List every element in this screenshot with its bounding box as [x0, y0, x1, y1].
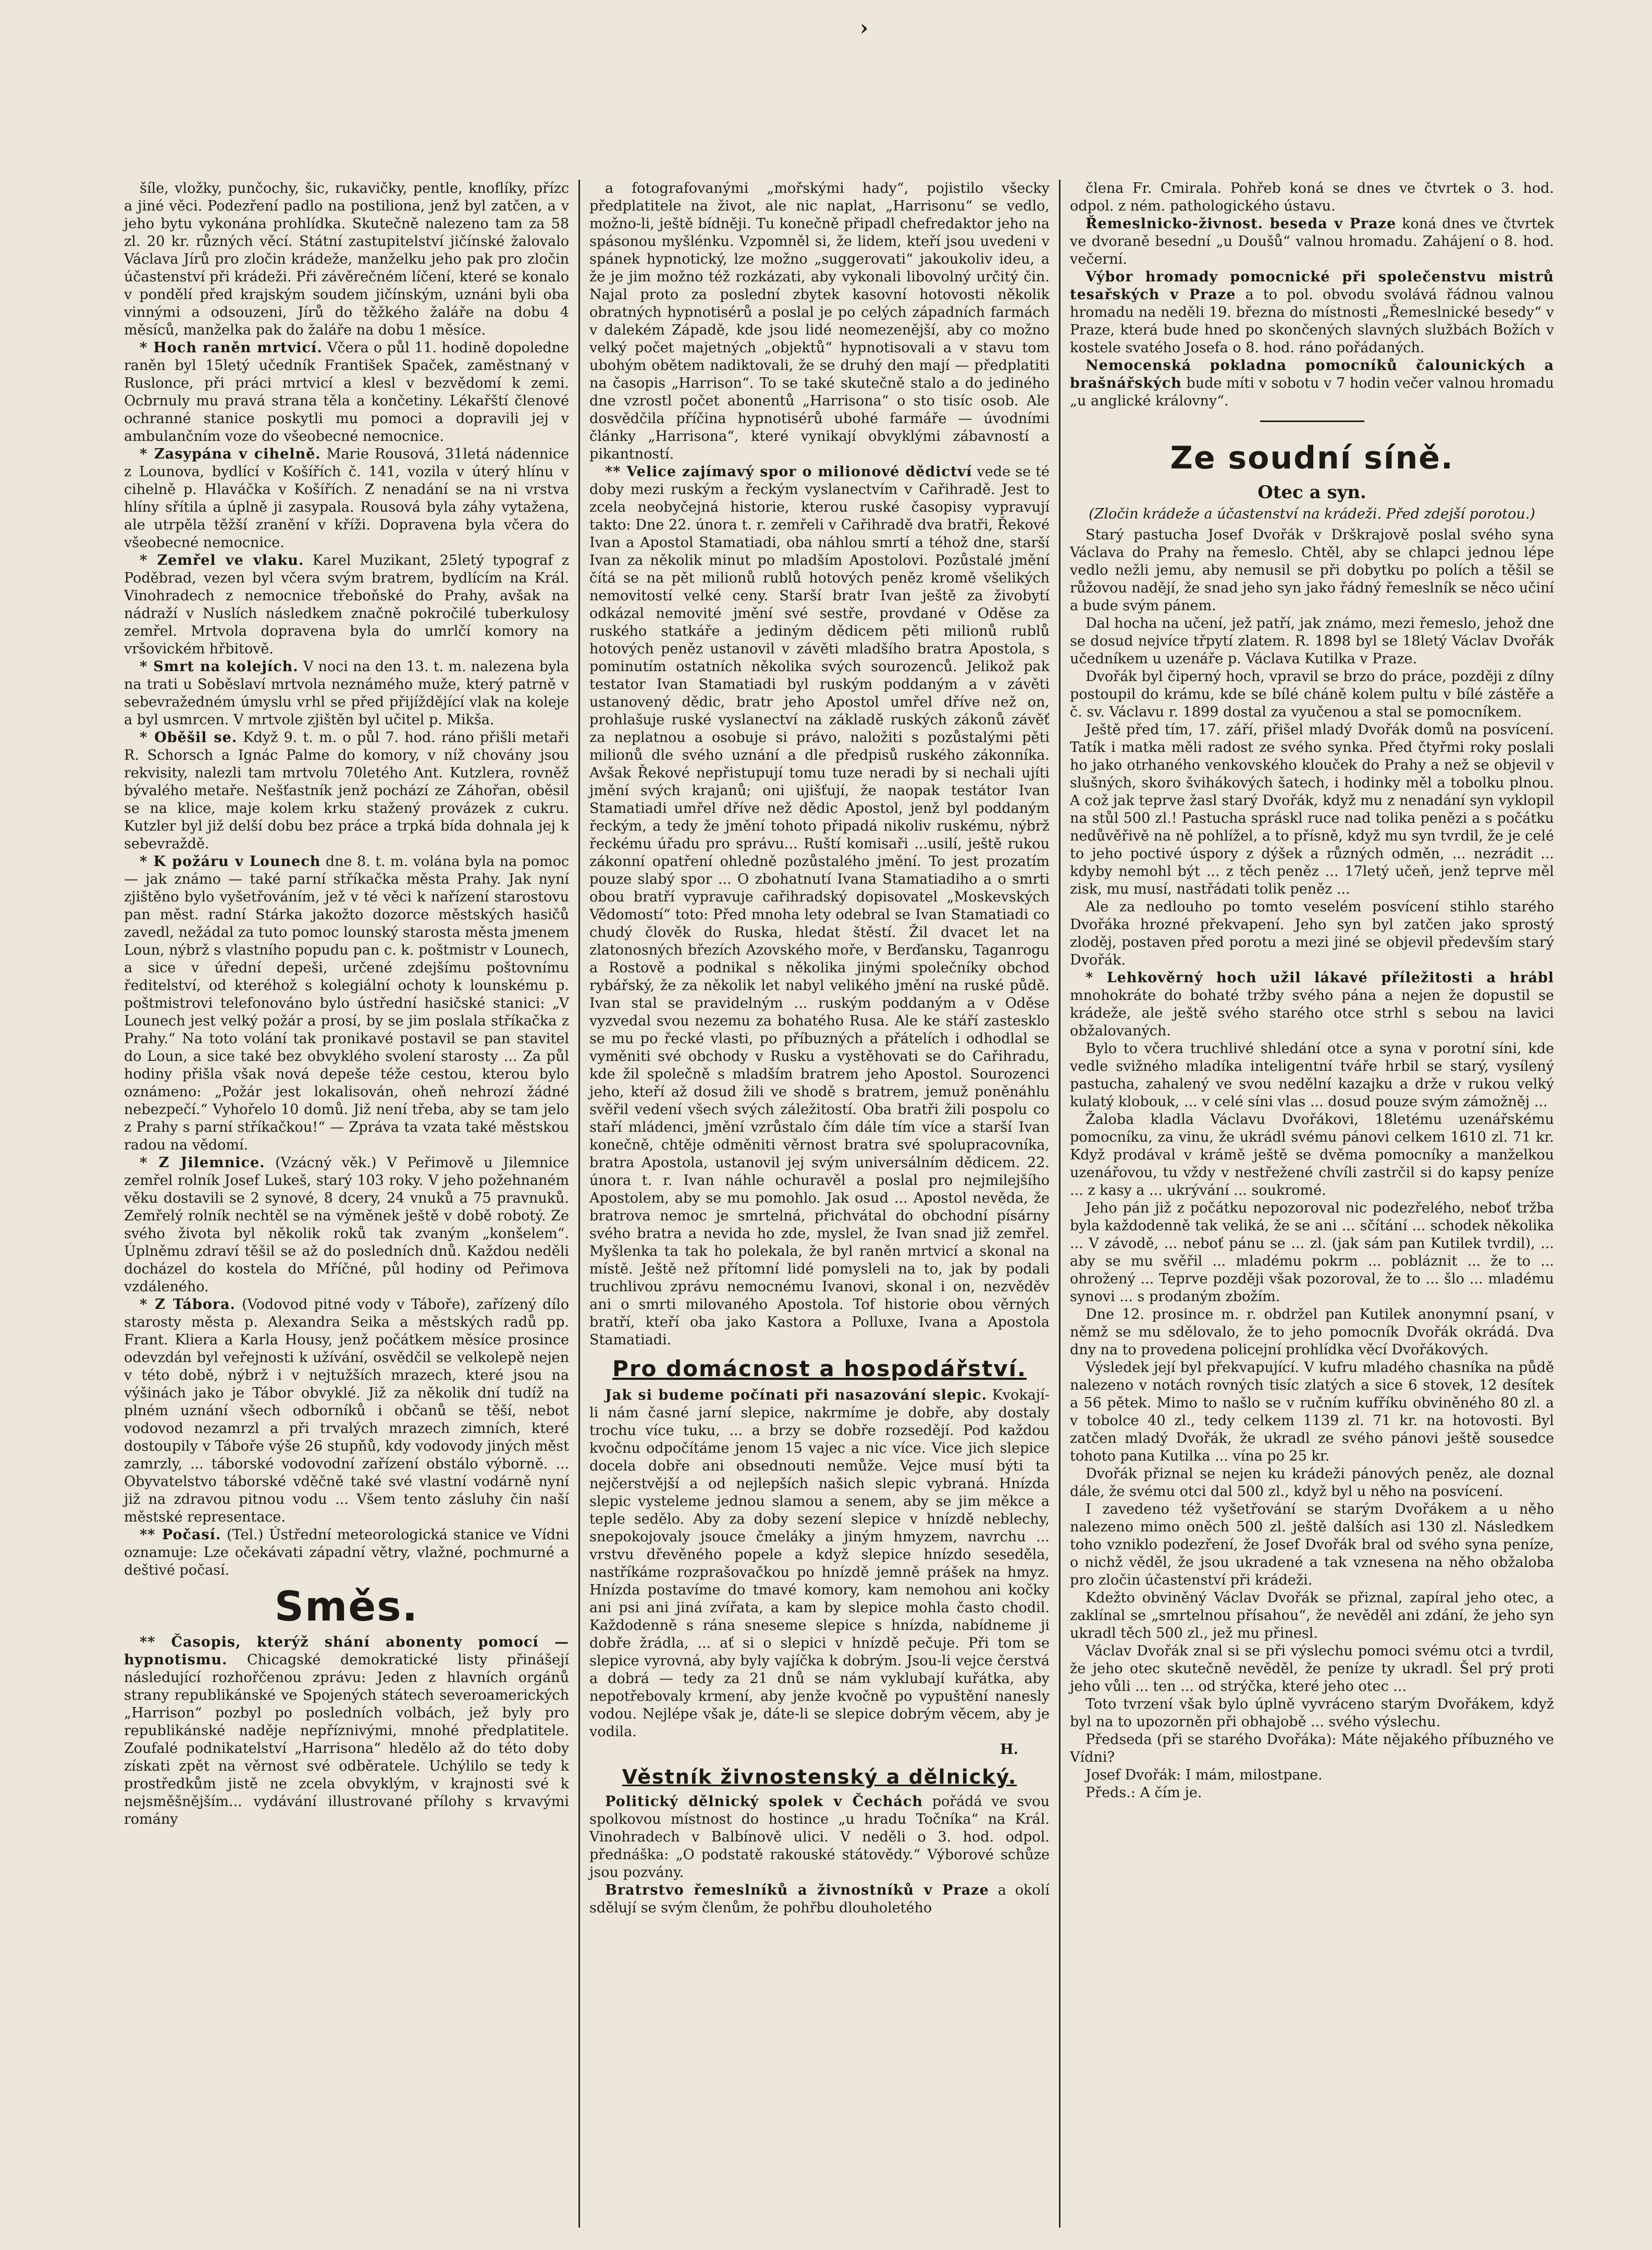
dialogue-line: Předseda (při se starého Dvořáka): Máte nějakého příbuzného ve Vídni?: [1070, 1732, 1554, 1765]
news-item-text: vede se té doby mezi ruským a řeckým vyslanectvím v Cařihradě. Jest to zcela neobyčejná historie, kterou ruské časopisy vypravují takto: Dne 22. února t. r. zemřeli v Cařihradě dva bratři, Řekové Ivan a Apostol Stamatiadi, oba náhlou smrtí a téhož dne, starší Ivan za několik minut po mladším Apostolovi. Pozůstalé jmění čítá se na pět milionů rublů hotových peněz kromě všelikých nemovitostí velké ceny. Starší bratr Ivan ještě za živobytí odkázal nemovité jmění své sestře, provdané v Oděse za ruského statkáře a jediným dědicem pěti milionů rublů hotových peněz ustanovil v závěti mladšího bratra Apostola, s pominutím ostatních několika svých sourozenců. Jelikož pak testator Ivan Stamatiadi byl ruským poddaným a v závěti ustanovený dědic, bratr jeho Apostol umřel dříve než on, prohlašuje ruské vyslanectví na základě ruských zákonů závěť za neplatnou a osobuje si právo, naložiti s pozůstalými pěti milionů dle svého uznání a dle předpisů ruského zákonníka. Avšak Řekové nepřistupují tomu tuze neradi by si nechali ujíti jmění svých krajanů; oni ujišťují, že naopak testátor Ivan Stamatiadi umřel dříve než dědic Apostol, jenž byl poddaným řeckým, a tedy že jmění tohoto připadá nikoliv ruskému, nýbrž řeckému úřadu pro správu... Ruští komisaři ...usilí, ještě rukou zákonní opatření ohledně pozůstalého jmění. To jest prozatím pouze slabý spor ... O zbohatnutí Ivana Stamatiadiho a o smrti obou bratří vypravuje cařihradský dopisovatel „Moskevských Vědomostí“ toto: Před mnoha lety odebral se Ivan Stamatiadi co chudý člověk do Ruska, hledat štěstí. Žil dvacet let na zlatonosných březích Azovského moře, v Berďansku, Taganrogu a Rostově a podnikal s několika jinými společníky obchod rybářský, že za několik let nabyl velikého jmění na ruské půdě. Ivan stal se pravidelným ... ruským poddaným a v Oděse vyzvedal svou nezemu za bohatého Rusa. Ale ke stáří zastesklo se mu po řecké vlasti, po příbuzných a přátelích i odhodlal se vyměniti své obchody v Rusku a vystěhovati se do Cařihradu, kde žil společně s mladším bratrem jeho Apostol. Sourozenci jeho, kteří až dosud žili ve shodě s bratrem, jemuž poněnáhlu svěřil vedení všech svých záležitostí. Oba bratři žili pospolu co staří mládenci, jmění vzrůstalo čím dále tím více a starší Ivan konečně, chtěje odměniti věrnost bratra své spolupracovníka, bratra Apostola, ustanovil jej svým universálním dědicem. 22. února t. r. Ivan náhle ochuravěl a poslal pro nejmilejšího Apostolem, aby se mu pomohlo. Jak osud ... Apostol nevěda, že bratrova nemoc je smrtelná, přichvátal do obchodní písárny svého bratra a nevida ho zde, myslel, že Ivan snad již zemřel. Myšlenka ta tak ho polekala, že byl raněn mrtvicí a skonal na místě. Ještě než přítomní lidé pomysleli na to, jak by podali truchlivou zprávu nemocnému Ivanovi, skonal i on, nezvěděv ani o smrti milovaného Apostola. Tof historie obou věrných bratří, kteří oba jako Kastora a Polluxe, Ivana a Apostola Stamatiadi.: [589, 464, 1050, 1348]
article-text: a fotografovanými „mořskými hady“, pojistilo všecky předplatitele na život, ale nic naplat, „Harrisonu“ se vedlo, možno-li, ještě bídněji. Tu konečně připadl chefredaktor jeho na spásonou myšlénku. Vzpomněl si, že lidem, kteří jsou uvedeni v spánek hypnotický, lze možno „suggerovati“ jakoukoliv ideu, a že je jim možno též rozkázati, aby vykonali libovolný určitý čin. Najal proto za poslední zbytek kasovní hotovosti několik obratných hypnotisérů a poslal je po celých západních farmách v dalekém Západě, kde jsou lidé neomezenější, aby co možno velký počet majetných „objektů“ hypnotisovali a v stavu tom ubohým obětem nadiktovali, že se druhý den mají — předplatiti na časopis „Harrison“. To se také skutečně stalo a do jediného dne vzrostl počet abonentů „Harrisona“ o sto tisíc osob. Ale dosvědčila příčina hypnotisérů ubohé farmáře — úvodními články „Harrisona“, které vynikají obvyklými zábavností a pikantností.: [589, 180, 1050, 462]
news-item-headline: Politický dělnický spolek v Čechách: [605, 1794, 923, 1810]
news-item: [124, 1634, 569, 1828]
news-item-text: pořádá ve svou spolkovou místnost do hostince „u hradu Točníka“ na Král. Vinohradech v Balbínově ulici. V neděli o 3. hod. odpol. přednáška: „O podstatě rakouské státovědy.“ Výborové schůze jsou pozvány.: [589, 1794, 1050, 1881]
article-text: člena Fr. Cmirala. Pohřeb koná se dnes ve čtvrtek o 3. hod. odpol. z ném. pathologického ústavu.: [1070, 180, 1554, 214]
section-heading-domacnost: Pro domácnost a hospodářství.: [612, 1356, 1027, 1381]
section-heading-vestnik: Věstník živnostenský a dělnický.: [622, 1765, 1017, 1788]
news-item-headline: Bratrstvo řemeslníků a živnostníků v Praze: [605, 1882, 989, 1898]
article-text: Dne 12. prosince m. r. obdržel pan Kutilek anonymní psaní, v němž se mu sdělovalo, že to jeho pomocník Dvořák okrádá. Dva dny na to provedena policejní prohlídka věcí Dvořákových.: [1070, 1306, 1554, 1358]
news-item: [589, 1793, 1050, 1882]
news-item: [589, 463, 1050, 1349]
news-item: [124, 339, 569, 446]
news-item-text: koná dnes ve čtvrtek ve dvoraně besední „u Doušů“ valnou hromadu. Zahájení o 8. hod. večerní.: [1070, 216, 1554, 267]
section-heading-smes: Směs.: [274, 1584, 419, 1630]
article-text: Výsledek její byl překvapující. V kufru mladého chasníka na půdě nalezeno v notách rovných tisíc zlatých a sice 6 stovek, 12 desítek a 56 pětek. Mimo to našlo se v ručním kufříku obviněného 80 zl. a v tobolce 40 zl., tedy celkem 1139 zl. 71 kr. na hotovosti. Byl zatčen mladý Dvořák, že ukradl ze svého pánovi ještě sousedce tohoto pana Kutilka ... vína po 25 kr.: [1070, 1359, 1554, 1464]
news-item-text: a to pol. obvodu svolává řádnou valnou hromadu na neděli 19. března do místnosti „Řemeslnické besedy“ v Praze, která bude hned po skončených slavných službách Božích v kostele svatého Josefa o 8. hod. ráno pořádaných.: [1070, 287, 1555, 356]
section-heading-soudni-sin: Ze soudní síně.: [1170, 440, 1454, 476]
article-text: Žaloba kladla Václavu Dvořákovi, 18letému uzenářskému pomocníku, za vinu, že ukrádl svému pánovi celkem 1610 zl. 71 kr. Když prodával v krámě ještě se dvěma pomocníky a manželkou uzenářovou, tu vždy v nestřežené chvíli zastrčil si do kapsy peníze ... z kasy a ... ukrývání ... soukromé.: [1070, 1111, 1554, 1198]
news-item-text: a okolí sdělují se svým členům, že pohřbu dlouholetého: [589, 1882, 1050, 1916]
news-item: [124, 853, 569, 1154]
page-mark: ›: [860, 16, 868, 40]
news-item-headline: * K požáru v Lounech: [140, 854, 321, 870]
column-2: [578, 180, 1061, 2228]
article-text: Václav Dvořák znal si se při výslechu pomoci svému otci a tvrdil, že jeho otec skutečně nevěděl, že peníze ty ukradl. Šel prý proti jeho vůli ... ten ... od strýčka, které jeho otec ...: [1070, 1643, 1554, 1695]
news-item-text: mnohokráte do bohaté tržby svého pána a nejen že dopustil se krádeže, ale ještě svého starého otce strhl s sebou na lavici obžalovaných.: [1070, 987, 1554, 1039]
article-text: Dvořák byl čiperný hoch, vpravil se brzo do práce, později z dílny postoupil do krámu, kde se bílé cháně kolem pultu v bílé zástěře a č. sv. Václavu r. 1899 dostal za vyučenou a stal se pomocníkem.: [1070, 669, 1554, 720]
news-item: [1070, 268, 1554, 357]
article-text: Jeho pán již z počátku nepozoroval nic podezřelého, neboť tržba byla každodenně tak veliká, že se ani ... sčítání ... schodek několika ... V závodě, ... neboť pánu se ... zl. (jak sám pan Kutilek tvrdil), ... aby se mu svěřil ... mladému pokrm ... pobláznit ... že to ... ohrožený ... Teprve později však pozoroval, že to ... šlo ... mladému synovi ... s prodaným zbožím.: [1070, 1200, 1554, 1305]
news-item-headline: ** Časopis, kterýž shání abonenty pomocí — hypnotismu.: [124, 1634, 569, 1668]
news-item-text: Včera o půl 11. hodině dopoledne raněn byl 15letý učedník František Spaček, zaměstnaný v Ruslonce, při práci mrtvicí a klesl v bezvědomí k zemi. Ocbrnuly mu pravá strana těla a končetiny. Lékařští členové ochranné stanice poskytli mu pomoci a dopravili jej v ambulančním voze do všeobecné nemocnice.: [124, 340, 570, 444]
dialogue-line: Předs.: A čím je.: [1086, 1785, 1202, 1801]
news-item: [124, 1154, 569, 1296]
news-item-text: Kvokají-li nám časné jarní slepice, nakrmíme je dobře, aby dostaly trochu více tuku, ... a brzy se dobře rozsedějí. Pod každou kvočnu odpočítáme jenom 15 vajec a nic více. Vice jich slepice docela dobře ani obsednouti nemůže. Vejce musí býti ta nejčerstvější a od nejlepších našich slepic vybraná. Hnízda slepic vysteleme jednou slamou a senem, aby se jim měkce a teple sedělo. Aby za doby sezení slepice v hnízdě neblechy, snepokojovaly jsouce čmeláky a jiným hmyzem, navrchu ... vrstvu dřevěného popele a když slepice hnízdo seseděla, nastříkáme rozprašovačkou po hnízdě jemně prášek na hmyz. Hnízda postavíme do tmavé komory, kam nemohou ani kočky ani psi ani jiná zvířata, a kam by slepice mohla často chodil. Každodenně s rána sneseme slepice s hnízda, nabídneme ji dobře žrádla, ... ať si o slepici v hnízdě pečuje. Při tom se slepice vyrovná, aby byly vajíčka k dobrým. Jsou-li vejce čerstvá a dobrá — tedy za 21 dnů se nám vyklubají kuřátka, aby nepotřebovaly krmení, aby jenže kvočně po vypuštění nanesly vodou. Nejlépe však je, dáte-li se slepice dobrým věcem, aby je vodila.: [589, 1387, 1050, 1740]
news-item-text: (Tel.) Ústřední meteorologická stanice ve Vídni oznamuje: Lze očekávati západní větry, vlažné, pochmurné a deštivé počasí.: [124, 1527, 569, 1578]
article-text: šíle, vložky, punčochy, šic, rukavičky, pentle, knoflíky, přízc a jiné věci. Podezření padlo na postiliona, jenž byl zatčen, a v jeho bytu vykonána prohlídka. Skutečně nalezeno tam za 58 zl. 20 kr. různých věcí. Státní zastupitelství jičínské žalovalo Václava Jírů pro zločin krádeže, manželku jeho pak pro zločin účastenství při krádeži. Při závěrečném líčení, které se konalo v pondělí před krajským soudem jičínským, uznáni byli oba vinnými a odsouzeni, Jírů do těžkého žaláře na dobu 4 měsíců, manželka pak do žaláře na dobu 1 měsíce.: [124, 180, 569, 338]
dialogue-line: Josef Dvořák: I mám, milostpane.: [1086, 1767, 1323, 1783]
article-text: Dal hocha na učení, jež patří, jak známo, mezi řemeslo, jehož dne se dosud nejvíce třpytí zlatem. R. 1898 byl se 18letý Václav Dvořák učedníkem u uzenáře p. Václava Kutilka v Praze.: [1070, 615, 1554, 667]
news-item-headline: * Smrt na kolejích.: [140, 659, 299, 675]
news-item-headline: * Oběšil se.: [140, 730, 238, 746]
news-item: [124, 1526, 569, 1579]
column-3: [1061, 180, 1563, 2228]
news-item-headline: * Z Tábora.: [140, 1296, 236, 1313]
article-text: Dvořák přiznal se nejen ku krádeži pánových peněz, ale doznal dále, že svému otci dal 500 zl., když byl u něho na posvícení.: [1070, 1466, 1554, 1500]
news-item-headline: * Hoch raněn mrtvicí.: [140, 340, 323, 356]
news-item-headline: * Lehkověrný hoch užil lákavé příležitosti a hrábl: [1086, 970, 1554, 986]
news-item-text: Chicagské demokratické listy přinášejí následující rozhořčenou zprávu: Jeden z hlavních orgánů strany republikánské ve Spojených státech severoamerických „Harrison“ pozbyl po posledních volbách, jež byly pro republikánské naděje nepříznivými, mnohé předplatitele. Zoufalé podnikatelství „Harrisona“ hledělo až do této doby získati zpět na věrnost své odběratele. Uchýlilo se tedy k prostředkům jistě ne zcela obvyklým, v krajnosti své k nejsměšnějším...: [124, 1652, 569, 1810]
article-text: I zavedeno též vyšetřování se starým Dvořákem a u něho nalezeno mimo oněch 500 zl. ještě dalších asi 130 zl. Následkem toho vzniklo podezření, že Josef Dvořák bral od svého syna peníze, o nichž věděl, že jsou ukradené a tak vznesena na něho obžaloba pro zločin účastenství při krádeži.: [1070, 1501, 1554, 1588]
author-initial: H.: [1000, 1741, 1018, 1758]
news-item: [124, 446, 569, 552]
news-item-text: Marie Rousová, 31letá nádennice z Lounova, bydlící v Košířích č. 141, vozila v úterý hlínu v cihelně p. Hlaváčka v Košířích. Z nenadání se na ni vrstva hlíny sřítila a úplně ji zasypala. Rousová byla záhy vytažena, ale utrpěla těžší zranění v kříži. Dopravena byla včera do všeobecné nemocnice.: [124, 446, 569, 551]
news-item-headline: * Z Jilemnice.: [140, 1155, 265, 1171]
news-item-headline: Jak si budeme počínati při nasazování slepic.: [605, 1387, 988, 1403]
news-item-headline: ** Počasí.: [140, 1527, 221, 1543]
columns: [115, 180, 1563, 2228]
column-1: [115, 180, 578, 2228]
news-item-headline: ** Velice zajímavý spor o milionové dědictví: [605, 464, 972, 480]
news-item: [1070, 357, 1554, 410]
article-title: Otec a syn.: [1258, 482, 1366, 503]
news-item-text: V noci na den 13. t. m. nalezena byla na trati u Soběslaví mrtvola neznámého muže, který patrně v sebevražedném úmyslu vrhl se před přijíždějící vlak na koleje a byl usmrcen. V mrtvole zjištěn byl učitel p. Mikša.: [124, 659, 569, 728]
article-text: Bylo to včera truchlivé shledání otce a syna v porotní síni, kde vedle svižného mladíka inteligentní tváře hrbil se starý, vysílený pastucha, zahalený ve svou nedělní kazajku a drže v rukou velký kulatý klobouk, ... v celé síni vlas ... dosud pouze svým zámožněj ...: [1070, 1041, 1554, 1110]
news-item-headline: * Zemřel ve vlaku.: [140, 552, 304, 568]
news-item-text: bude míti v sobotu v 7 hodin večer valnou hromadu „u anglické královny“.: [1070, 375, 1554, 409]
article-text: Starý pastucha Josef Dvořák v Drškrajově poslal svého syna Václava do Prahy na řemeslo. Chtěl, aby se chlapci jednou lépe vedlo nežli jemu, aby nemusil se při dobytku po polích a těšil se růžovou nadějí, že snad jeho syn jako řádný řemeslník se něco učiní a bude svým pánem.: [1070, 527, 1554, 614]
news-item: [124, 552, 569, 658]
news-item: [124, 729, 569, 853]
news-item-text: dne 8. t. m. volána byla na pomoc — jak známo — také parní stříkačka města Prahy. Jak nyní zjištěno bylo vyšetřováním, jež v té věci k nařízení starostovu pan měst. radní Stárka jakožto dozorce městských hasičů zavedl, nežádal za tuto pomoc lounský starosta města jmenem Loun, nýbrž s vlastního popudu pan c. k. poštmistr v Lounech, a sice v úřední depeši, určené zdejšímu poštovnímu ředitelství, od kteréhož s kolegiální ochoty k lounskému p. poštmistrovi telefonováno bylo ústřední hasičské stanici: „V Lounech jest velký požár a prosí, by se jim poslala stříkačka z Prahy.“ Na toto volání tak pronikavé postavil se pan stavitel do Loun, a sice také bez obvyklého svolení starosty ... Za půl hodiny přišla však nová depeše téže cestou, kterou bylo oznámeno: „Požár jest lokalisován, oheň nehrozí žádné nebezpečí.“ Vyhořelo 10 domů. Již není třeba, aby se tam jelo z Prahy s parní stříkačkou!“ — Zpráva ta vzata také městskou radou na vědomí.: [124, 854, 570, 1153]
news-item-text: (Vodovod pitné vody v Táboře), zařízený dílo starosty města p. Alexandra Seika a městských radů pp. Frant. Kliera a Karla Housy, jenž počátkem měsíce prosince odevzdán byl veřejnosti k užívání, osvědčil se velkolepě nejen v této době, nýbrž i v nejtužších mrazech, které jsou na výšinách jako je Tábor obvyklé. Již za několik dní tudíž na plném uznání všech odborníků i občanů se těší, nebot vodovod nezamrzl a při trvalých mrazech zimních, které dostoupily v Táboře výše 26 stupňů, kdy vodovody jiných měst zamrzly, ... táborské vodovodní zařízení obstálo výborně. ... Obyvatelstvo táborské vděčně také své vlastní vodárně nyní již na zdravou pitnou vodu ... Všem tento zásluhy čin naší městské representace.: [124, 1296, 569, 1525]
news-item-headline: Nemocenská pokladna pomocníků čalounických a brašnářských: [1070, 357, 1554, 391]
divider: [1260, 421, 1364, 422]
news-item-headline: * Zasypána v cihelně.: [140, 446, 321, 462]
article-text: Ještě před tím, 17. září, přišel mladý Dvořák domů na posvícení. Tatík i matka měli radost ze svého synka. Před čtyřmi roky poslali ho jako otrhaného venkovského klouček do Prahy a než se objevil v slušných, skoro švihákových šatech, i hodinky měl a tobolku plnou. A což jak teprve žasl starý Dvořák, když mu z nenadání syn vyklopil na stůl 500 zl.! Pastucha spráskl ruce nad tolika penězi a s počátku nedůvěřivě na ně pohlížel, a to přísně, když mu syn tvrdil, že je celé to jeho poctivé úspory z dýšek a různých odměn, ... nezrádit ... kdyby nemohl být ... z těch peněz ... 17letý učeň, jenž teprve měl zisk, mu musí, nastřádati tolik peněz ...: [1070, 722, 1554, 897]
news-item: [1070, 215, 1554, 268]
news-item-text: vydávání illustrované přílohy s krvavými romány: [124, 1794, 569, 1827]
news-item: [124, 1296, 569, 1526]
news-item-text: Když 9. t. m. o půl 7. hod. ráno přišli metaři R. Schorsch a Ignác Palme do komory, v níž chovány jsou rekvisity, nalezli tam mrtvolu 70letého Ant. Kutzlera, rovněž bývalého metaře. Nešťastník jenž pochází ze Záhořan, oběsil se na klice, maje kolem krku stažený provázek z cukru. Kutzler byl již delší dobu bez práce a trpká bída dohnala jej k sebevraždě.: [124, 730, 569, 852]
news-item-text: (Vzácný věk.) V Peřimově u Jilemnice zemřel rolník Josef Lukeš, starý 103 roky. V jeho požehnaném věku dostavili se 2 synové, 8 dcery, 24 vnuků a 75 pravnuků. Zemřelý rolník nechtěl se na výměnek ještě v době robotý. Ze svého života byl několik roků tak zvaným „konšelem“. Úplněmu zdraví těšil se až do posledních dnů. Každou neděli docházel do kostela do Mříčné, půl hodiny od Peřimova vzdáleného.: [124, 1155, 569, 1295]
news-item: [124, 658, 569, 729]
news-item-headline: Řemeslnicko-živnost. beseda v Praze: [1086, 216, 1397, 232]
news-item: [589, 1387, 1050, 1741]
article-subtitle: (Zločin krádeže a účastenství na krádeži. Před zdejší porotou.): [1089, 506, 1535, 522]
news-item-headline: Výbor hromady pomocnické při společenstvu mistrů tesařských v Praze: [1070, 269, 1554, 303]
news-item: [589, 1882, 1050, 1917]
article-text: Toto tvrzení však bylo úplně vyvráceno starým Dvořákem, když byl na to upozorněn při obhajobě ... svého výslechu.: [1070, 1696, 1554, 1730]
article-text: Ale za nedlouho po tomto veselém posvícení stihlo starého Dvořáka hrozné překvapení. Jeho syn byl zatčen jako sprostý zloděj, postaven před porotu a mezi jiné se objevil především starý Dvořák.: [1070, 899, 1554, 968]
news-item-text: Karel Muzikant, 25letý typograf z Poděbrad, vezen byl včera svým bratrem, bydlícím na Král. Vinohradech z nemocnice třeboňské do Prahy, avšak na nádraží v Nuslích následkem značně pokročilé tuberkulosy zemřel. Mrtvola dopravena byla do umrlčí komory na vršovickém hřbitově.: [124, 552, 569, 657]
article-text: Kdežto obviněný Václav Dvořák se přiznal, zapíral jeho otec, a zaklínal se „smrtelnou přísahou“, že nevěděl ani zdání, že jeho syn ukradl těch 500 zl., jež mu přinesl.: [1070, 1590, 1554, 1641]
news-item: [1070, 969, 1554, 1040]
